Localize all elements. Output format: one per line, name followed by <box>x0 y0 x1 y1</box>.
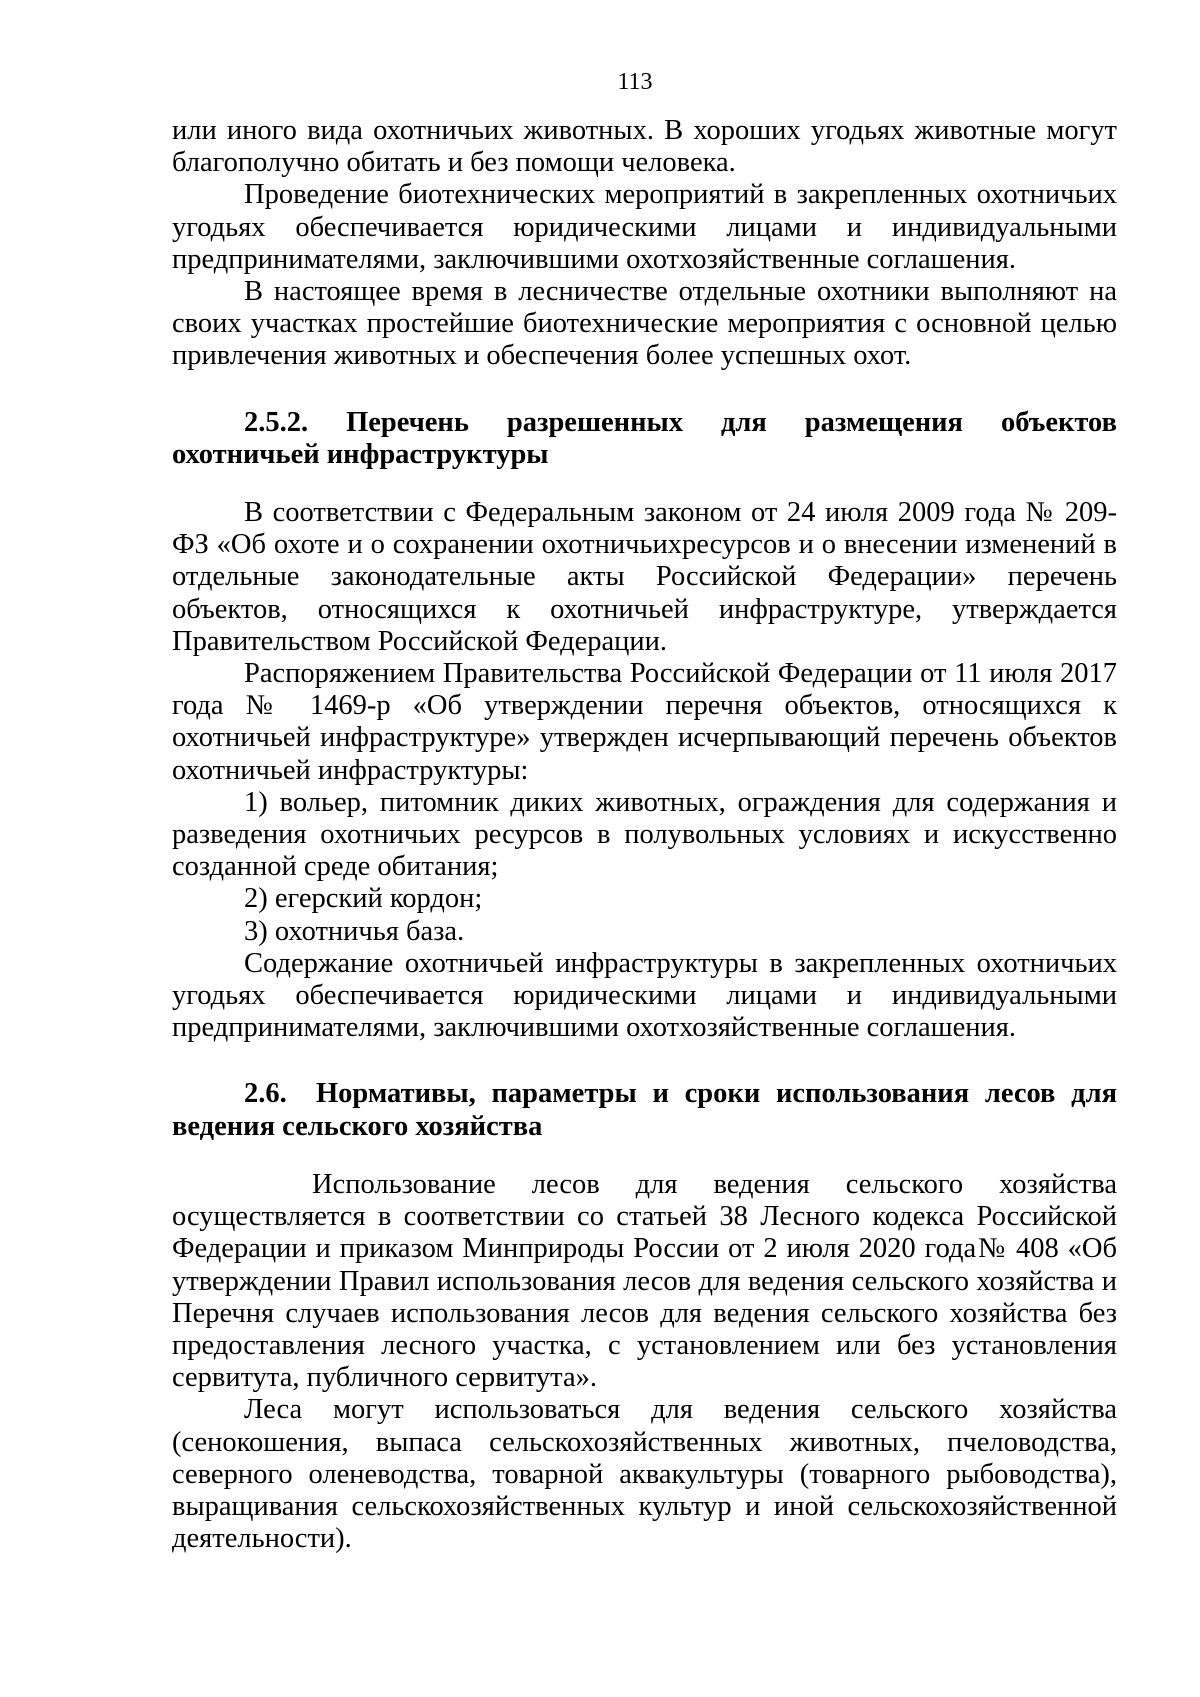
section-number-2-6: 2.6. <box>244 1078 287 1110</box>
paragraph-government-order: Распоряжением Правительства Российской Федерации от 11 июля 2017 года № 1469-р «Об утверждении перечня объектов, относящихся к охотничьей инфраструктуре» утвержден исчерпывающий перечень объектов охотничьей инфраструктуры: <box>172 658 1117 786</box>
paragraph-continuation: или иного вида охотничьих животных. В хороших угодьях животные могут благополучно обитать и без помощи человека. <box>172 115 1117 179</box>
paragraph-forest-use-agriculture: Использование лесов для ведения сельского хозяйства осуществляется в соответствии со статьей 38 Лесного кодекса Российской Федерации и приказом Минприроды России от 2 июля 2020 года№ 408 «Об утверждении Правил использования лесов для ведения сельского хозяйства и Перечня случаев использования лесов для ведения сельского хозяйства без предоставления лесного участка, с установлением или без установления сервитута, публичного сервитута». <box>172 1168 1117 1394</box>
list-item-2: 2) егерский кордон; <box>244 883 483 915</box>
section-heading-2-6 <box>172 1078 1117 1142</box>
page-content <box>172 115 1117 1555</box>
section-heading-2-5-2: 2.5.2. Перечень разрешенных для размещения объектов охотничьей инфраструктуры <box>172 406 1117 470</box>
paragraph-biotech-measures: Проведение биотехнических мероприятий в закрепленных охотничьих угодьях обеспечивается юридическими лицами и индивидуальными предпринимателями, заключившими охотхозяйственные соглашения. <box>172 179 1117 275</box>
paragraph-forest-activities: Леса могут использоваться для ведения сельского хозяйства (сенокошения, выпаса сельскохозяйственных животных, пчеловодства, северного оленеводства, товарной аквакультуры (товарного рыбоводства), выращивания сельскохозяйственных культур и иной сельскохозяйственной деятельности). <box>172 1394 1117 1555</box>
list-item-3: 3) охотничья база. <box>244 915 465 947</box>
paragraph-federal-law: В соответствии с Федеральным законом от 24 июля 2009 года № 209-ФЗ «Об охоте и о сохранении охотничьихресурсов и о внесении изменений в отдельные законодательные акты Российской Федерации» перечень объектов, относящихся к охотничьей инфраструктуре, утверждается Правительством Российской Федерации. <box>172 497 1117 657</box>
paragraph-infrastructure-maintenance: Содержание охотничьей инфраструктуры в закрепленных охотничьих угодьях обеспечивается юридическими лицами и индивидуальными предпринимателями, заключившими охотхозяйственные соглашения. <box>172 947 1117 1044</box>
paragraph-hunters-current: В настоящее время в лесничестве отдельные охотники выполняют на своих участках простейшие биотехнические мероприятия с основной целью привлечения животных и обеспечения более успешных охот. <box>172 276 1117 372</box>
section-title-2-6: Нормативы, параметры и сроки использования лесов для ведения сельского хозяйства <box>172 1078 1117 1142</box>
list-item-1: 1) вольер, питомник диких животных, ограждения для содержания и разведения охотничьих ресурсов в полувольных условиях и искусственно созданной среде обитания; <box>172 786 1117 883</box>
page-number: 113 <box>617 69 653 95</box>
